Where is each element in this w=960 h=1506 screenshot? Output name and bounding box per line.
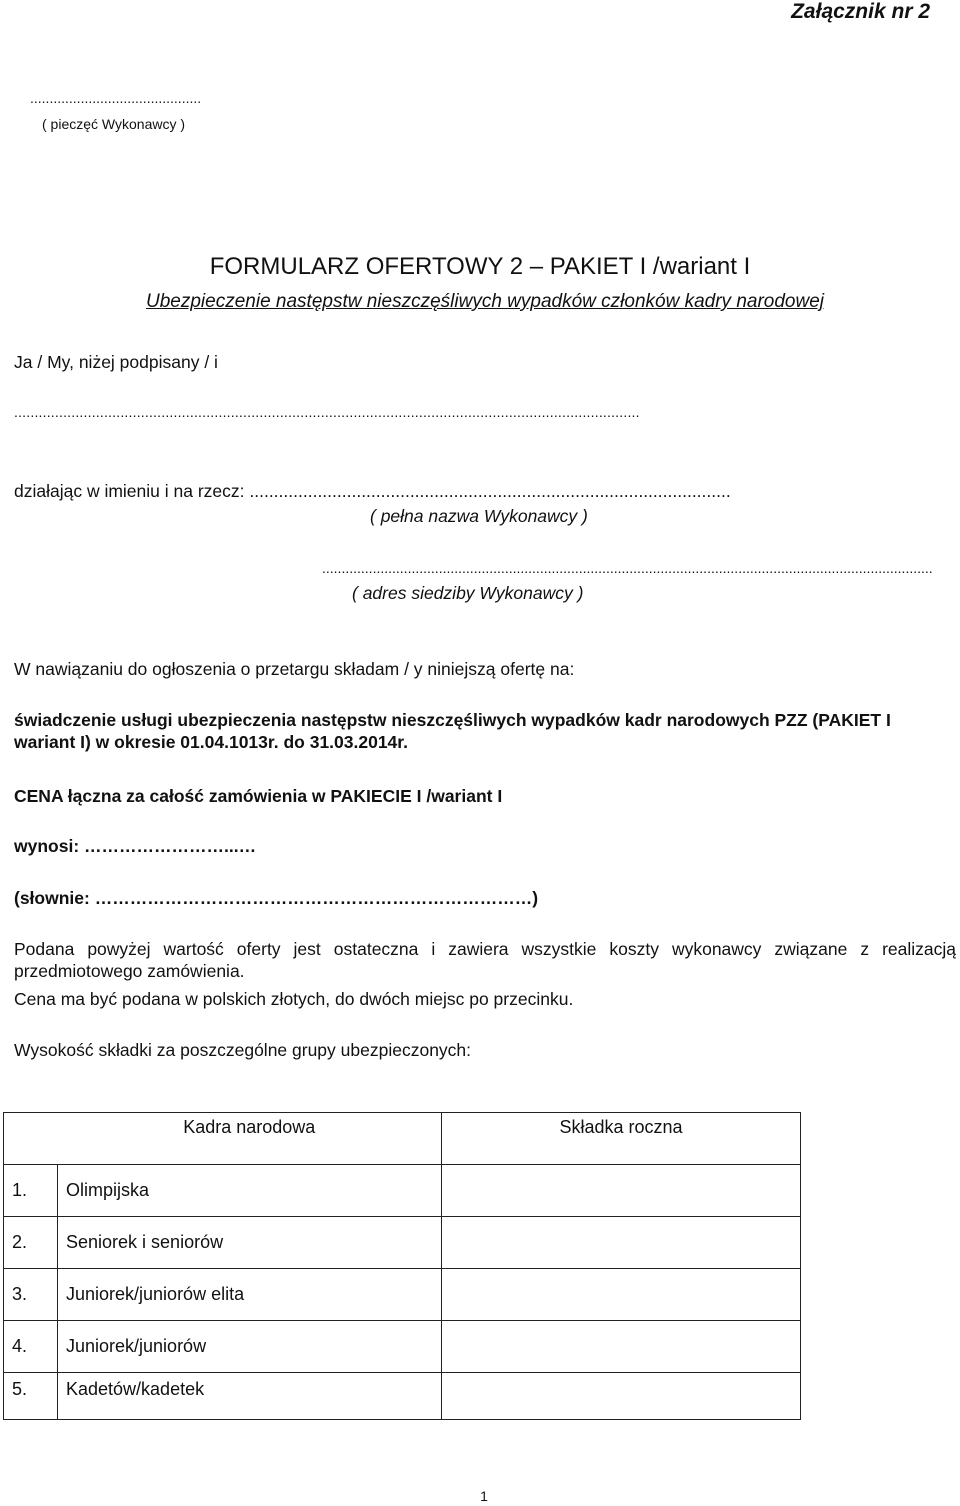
row-group-name: Seniorek i seniorów bbox=[58, 1217, 442, 1269]
table-row bbox=[4, 1217, 801, 1269]
acting-label: działając w imieniu i na rzecz: ................................................................................................... bbox=[14, 481, 731, 501]
note-final-price: Podana powyżej wartość oferty jest ostateczna i zawiera wszystkie koszty wykonawcy związane z realizacją przedmiotowego zamówienia. bbox=[14, 939, 956, 981]
page-number: 1 bbox=[480, 1488, 488, 1504]
attachment-label: Załącznik nr 2 bbox=[791, 0, 930, 23]
row-number: 3. bbox=[4, 1269, 58, 1321]
stamp-label: ( pieczęć Wykonawcy ) bbox=[42, 116, 186, 132]
row-number: 5. bbox=[4, 1373, 58, 1420]
table-row bbox=[4, 1165, 801, 1217]
header-blank-cell bbox=[4, 1113, 58, 1165]
row-premium-cell[interactable] bbox=[442, 1165, 801, 1217]
row-premium-cell[interactable] bbox=[442, 1217, 801, 1269]
service-description: świadczenie usługi ubezpieczenia następstw nieszczęśliwych wypadków kadr narodowych PZZ (PAKIET I wariant I) w okresie 01.04.1013r. do 31.03.2014r. bbox=[14, 710, 891, 752]
address-dots: ............................................................................................................................................................. bbox=[322, 560, 933, 576]
row-number: 4. bbox=[4, 1321, 58, 1373]
form-subtitle: Ubezpieczenie następstw nieszczęśliwych wypadków członków kadry narodowej bbox=[146, 291, 824, 312]
row-group-name: Juniorek/juniorów bbox=[58, 1321, 442, 1373]
name-hint: ( pełna nazwa Wykonawcy ) bbox=[370, 506, 588, 526]
header-group: Kadra narodowa bbox=[58, 1113, 442, 1165]
signatory-label: Ja / My, niżej podpisany / i bbox=[14, 352, 218, 372]
price-heading: CENA łączna za całość zamówienia w PAKIECIE I /wariant I bbox=[14, 786, 503, 806]
row-premium-cell[interactable] bbox=[442, 1373, 801, 1420]
header-premium: Składka roczna bbox=[442, 1113, 801, 1165]
table-row bbox=[4, 1321, 801, 1373]
price-amount: wynosi: ……………………...… bbox=[14, 836, 257, 856]
row-premium-cell[interactable] bbox=[442, 1269, 801, 1321]
premiums-table bbox=[3, 1112, 801, 1420]
price-in-words: (słownie: …………………………………………………………………) bbox=[14, 888, 539, 908]
note-currency: Cena ma być podana w polskich złotych, do dwóch miejsc po przecinku. bbox=[14, 989, 574, 1009]
row-number: 2. bbox=[4, 1217, 58, 1269]
row-group-name: Kadetów/kadetek bbox=[58, 1373, 442, 1420]
row-group-name: Olimpijska bbox=[58, 1165, 442, 1217]
signatory-dots: ......................................................................................................................................................... bbox=[14, 404, 640, 420]
address-hint: ( adres siedziby Wykonawcy ) bbox=[352, 583, 584, 603]
premiums-label: Wysokość składki za poszczególne grupy ubezpieczonych: bbox=[14, 1040, 472, 1060]
intro-text: W nawiązaniu do ogłoszenia o przetargu składam / y niniejszą ofertę na: bbox=[14, 659, 575, 679]
form-title: FORMULARZ OFERTOWY 2 – PAKIET I /wariant I bbox=[209, 253, 751, 280]
table-header-row bbox=[4, 1113, 801, 1165]
row-premium-cell[interactable] bbox=[442, 1321, 801, 1373]
row-group-name: Juniorek/juniorów elita bbox=[58, 1269, 442, 1321]
row-number: 1. bbox=[4, 1165, 58, 1217]
stamp-dots: ............................................ bbox=[30, 90, 202, 106]
table-row bbox=[4, 1269, 801, 1321]
table-row bbox=[4, 1373, 801, 1420]
